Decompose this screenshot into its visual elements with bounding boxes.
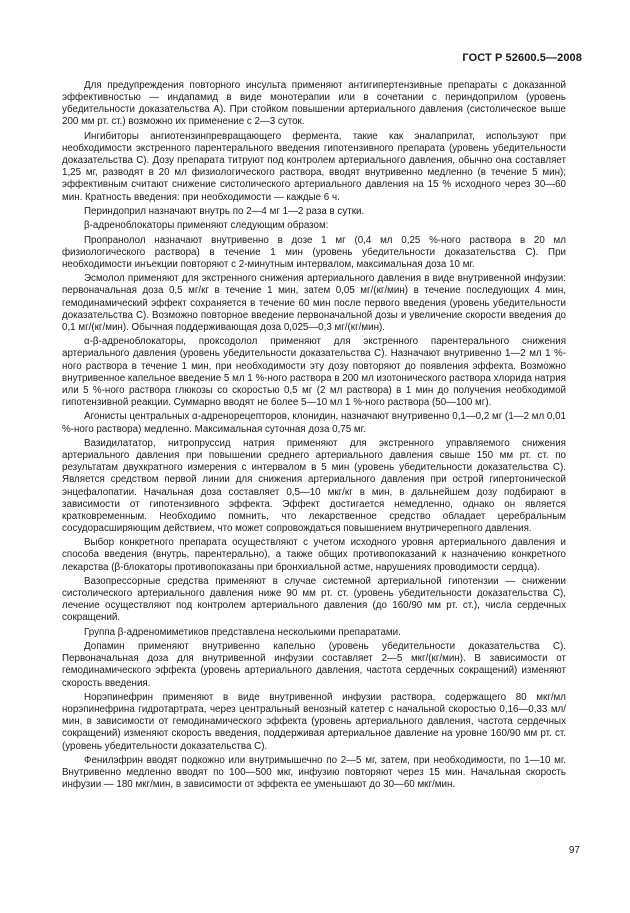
paragraph: Периндоприл назначают внутрь по 2—4 мг 1—2 раза в сутки. [84, 205, 365, 217]
standard-header: ГОСТ Р 52600.5—2008 [462, 52, 582, 64]
paragraph: Допамин применяют внутривенно капельно (уровень убедительности доказательства С). Первоначальная доза для внутривенной инфузии составляет 2—5 мкг/(кг/мин). В зависимости от гемодинамического эффекта (уровень артериального давления, частота сердечных сокращений) изменяют скорость введения. [62, 641, 566, 689]
paragraph: Для предупреждения повторного инсульта применяют антигипертензивные препараты с доказанной эффективностью — индапамид в виде монотерапии или в сочетании с периндоприлом (уровень убедительности доказательства А). При стойком повышении артериального давления (систолическое выше 200 мм рт. ст.) возможно их применение с 2—3 суток. [62, 80, 566, 128]
paragraph: Ингибиторы ангиотензинпревращающего фермента, такие как эналаприлат, используют при необходимости экстренного парентерального введения гипотензивного препарата (уровень убедительности доказательства С). Дозу препарата титруют под контролем артериального давления, обычно она составляет 1,25 мг, разводят в 20 мл физиологического раствора, вводят внутривенно медленно (в течение 5 мин); эффективным считают снижение систолического артериального давления на 15 % исходного через 30—60 мин. Кратность введения: при необходимости — каждые 6 ч. [62, 130, 566, 203]
paragraph: Вазидилататор, нитропруссид натрия применяют для экстренного управляемого снижения артериального давления при повышении среднего артериального давления свыше 150 мм рт. ст. по результатам двухкратного измерения с интервалом в 5 мин (уровень убедительности доказательства С). Является средством первой линии для снижения артериального давления при острой гипертонической энцефалопатии. Начальная доза составляет 0,5—10 мкг/кг в мин, в дальнейшем дозу подбирают в зависимости от гипотензивного эффекта. Эффект достигается немедленно, однако он является кратковременным. Необходимо помнить, что лекарственное средство обладает церебральным сосудорасширяющим действием, что может сопровождаться повышением внутричерепного давления. [62, 437, 566, 534]
paragraph: Агонисты центральных α-адренорецепторов, клонидин, назначают внутривенно 0,1—0,2 мг (1—2 мл 0,01 %-ного раствора) медленно. Максимальная суточная доза 0,75 мг. [62, 411, 566, 435]
page-number: 97 [568, 845, 580, 856]
paragraph: Эсмолол применяют для экстренного снижения артериального давления в виде внутривенной инфузии: первоначальная доза 0,5 мг/кг в течение 1 мин, затем 0,05 мг/(кг/мин) в течение последующих 4 мин, гемодинамический эффект сохраняется в течение 60 мин после первого введения (уровень убедительности доказательства С). Возможно повторное введение первоначальной дозы и увеличение скорости введения до 0,1 мг/(кг/мин). Обычная поддерживающая доза 0,025—0,3 мг/(кг/мин). [62, 273, 566, 333]
paragraph: Группа β-адреномиметиков представлена несколькими препаратами. [84, 626, 401, 638]
paragraph: α-β-адреноблокаторы, проксодолол применяют для экстренного парентерального снижения артериального давления (уровень убедительности доказательства С). Назначают внутривенно 1—2 мл 1 %-ного раствора в течение 1 мин, при необходимости эту дозу повторяют до появления эффекта. Возможно внутривенное капельное введение 5 мл 1 %-ного раствора в 200 мл изотонического раствора хлорида натрия или 5 %-ного раствора глюкозы со скоростью 0,5 мг (2 мл раствора) в 1 мин до получения необходимой гипотензивной реакции. Суммарно вводят не более 5—10 мл 1 %-ного раствора (50—100 мг). [62, 336, 566, 409]
paragraph: Фенилэфрин вводят подкожно или внутримышечно по 2—5 мг, затем, при необходимости, по 1—10 мг. Внутривенно медленно вводят по 100—500 мкг, инфузию повторяют через 15 мин. Начальная скорость инфузии — 180 мкг/мин, в зависимости от эффекта ее уменьшают до 30—60 мкг/мин. [62, 754, 566, 791]
paragraph: Норэпинефрин применяют в виде внутривенной инфузии раствора, содержащего 80 мкг/мл норэпинефрина гидротартрата, через центральный венозный катетер с начальной скоростью 0,16—0,33 мл/мин, в зависимости от гемодинамического эффекта (уровень артериального давления, частота сердечных сокращений) изменяют скорость введения, поддерживая артериальное давление на уровне 160/90 мм рт. ст. (уровень убедительности доказательства С). [62, 691, 566, 752]
paragraph: Пропранолол назначают внутривенно в дозе 1 мг (0,4 мл 0,25 %-ного раствора в 20 мл физиологического раствора) в течение 1 мин (уровень убедительности доказательства С). При необходимости инъекции повторяют с 2-минутным интервалом, максимальная доза 10 мг. [62, 234, 566, 270]
paragraph: Вазопрессорные средства применяют в случае системной артериальной гипотензии — снижении систолического артериального давления ниже 90 мм рт. ст. (уровень убедительности доказательства С), лечение осуществляют под контролем артериального давления (до 160/90 мм рт. ст.), числа сердечных сокращений. [62, 575, 566, 624]
paragraph: β-адреноблокаторы применяют следующим образом: [84, 220, 329, 232]
body-text [62, 80, 566, 794]
paragraph: Выбор конкретного препарата осуществляют с учетом исходного уровня артериального давления и способа введения (внутрь, парентерально), а также общих противопоказаний к назначению конкретного лекарства (β-блокаторы противопоказаны при бронхиальной астме, нарушениях проводимости сердца). [62, 537, 566, 573]
